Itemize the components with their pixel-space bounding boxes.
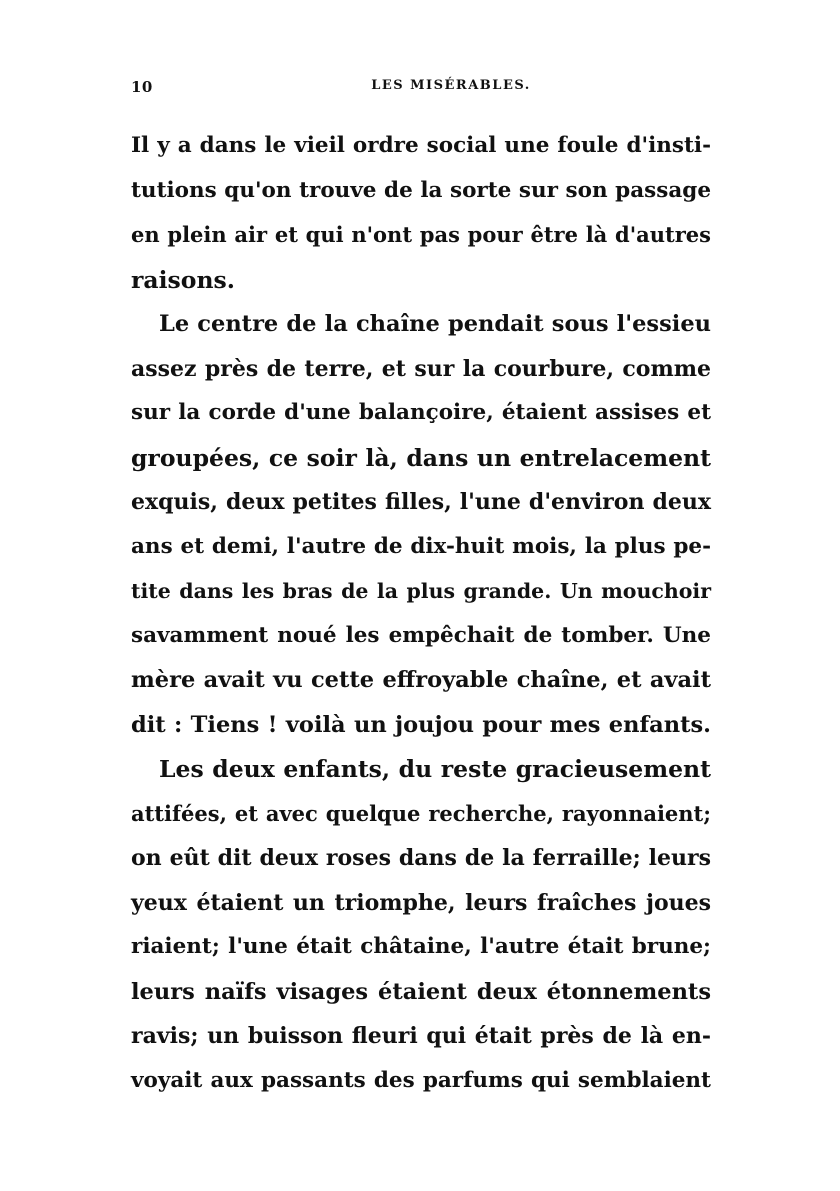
text-line: on eût dit deux roses dans de la ferraille; leurs [131,845,711,871]
text-line: savamment noué les empêchait de tomber. Une [131,622,711,648]
text-line: dit : Tiens ! voilà un joujou pour mes enfants. [131,711,711,738]
text-line: tutions qu'on trouve de la sorte sur son passage [131,177,711,203]
text-line: en plein air et qui n'ont pas pour être là d'autres [131,222,711,247]
text-line: voyait aux passants des parfums qui semblaient [131,1067,711,1093]
page-header [131,78,711,100]
text-line: assez près de terre, et sur la courbure, comme [131,355,711,382]
text-line: attifées, et avec quelque recherche, rayonnaient; [131,800,711,826]
text-line: sur la corde d'une balançoire, étaient assises et [131,400,711,425]
running-title: LES MISÉRABLES. [371,78,531,93]
text-line: riaient; l'une était châtaine, l'autre était brune; [131,934,711,959]
page-number: 10 [131,78,153,96]
text-line: ravis; un buisson fleuri qui était près de là en- [131,1023,711,1049]
text-line: groupées, ce soir là, dans un entrelacement [131,443,711,472]
text-line: exquis, deux petites filles, l'une d'environ deux [131,489,711,515]
text-line: ans et demi, l'autre de dix-huit mois, la plus pe- [131,533,711,559]
text-line: raisons. [131,265,235,294]
body-text [131,124,711,1103]
text-line: Les deux enfants, du reste gracieusement [159,755,711,783]
text-line: yeux étaient un triomphe, leurs fraîches joues [131,889,711,916]
text-line: mère avait vu cette effroyable chaîne, et avait [131,667,711,693]
text-line: Le centre de la chaîne pendait sous l'essieu [159,311,711,337]
text-line: tite dans les bras de la plus grande. Un mouchoir [131,579,711,603]
text-line: Il y a dans le vieil ordre social une foule d'insti- [131,133,711,158]
text-line: leurs naïfs visages étaient deux étonnements [131,978,711,1005]
